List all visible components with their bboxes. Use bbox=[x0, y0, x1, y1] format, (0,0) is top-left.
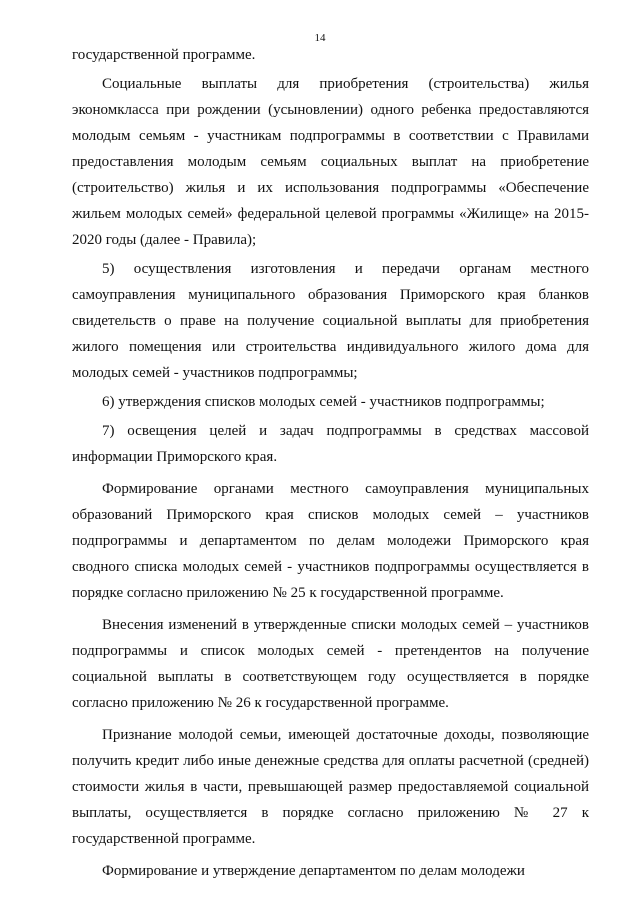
list-item-7: 7) освещения целей и задач подпрограммы в средствах массовой информации Приморского края. bbox=[72, 423, 589, 465]
paragraph-continuation: государственной программе. bbox=[72, 47, 256, 63]
paragraph-list-formation: Формирование органами местного самоуправления муниципальных образований Приморского края списков молодых семей – участников подпрограммы и департаментом по делам молодежи Приморского края сводного списка молодых семей - участников подпрограммы осуществляется в порядке согласно приложению № 25 к государственной программе. bbox=[72, 481, 589, 601]
paragraph-formation-approval: Формирование и утверждение департаментом по делам молодежи bbox=[102, 863, 525, 879]
paragraph-list-changes: Внесения изменений в утвержденные списки молодых семей – участников подпрограммы и список молодых семей - претендентов на получение социальной выплаты в соответствующем году осуществляется в порядке согласно приложению № 26 к государственной программе. bbox=[72, 617, 589, 711]
document-body bbox=[72, 42, 589, 887]
page-number: 14 bbox=[314, 32, 326, 44]
list-item-6: 6) утверждения списков молодых семей - участников подпрограммы; bbox=[102, 394, 545, 410]
paragraph-sufficient-income: Признание молодой семьи, имеющей достаточные доходы, позволяющие получить кредит либо иные денежные средства для оплаты расчетной (средней) стоимости жилья в части, превышающей размер предоставляемой социальной выплаты, осуществляется в порядке согласно приложению № 27 к государственной программе. bbox=[72, 727, 589, 847]
list-item-5: 5) осуществления изготовления и передачи органам местного самоуправления муниципального образования Приморского края бланков свидетельств о праве на получение социальной выплаты для приобретения жилого помещения или строительства индивидуального жилого дома для молодых семей - участников подпрограммы; bbox=[72, 261, 589, 381]
paragraph-social-payments: Социальные выплаты для приобретения (строительства) жилья экономкласса при рождении (усыновлении) одного ребенка предоставляются молодым семьям - участникам подпрограммы в соответствии с Правилами предоставления молодым семьям социальных выплат на приобретение (строительство) жилья и их использования подпрограммы «Обеспечение жильем молодых семей» федеральной целевой программы «Жилище» на 2015-2020 годы (далее - Правила); bbox=[72, 76, 589, 248]
